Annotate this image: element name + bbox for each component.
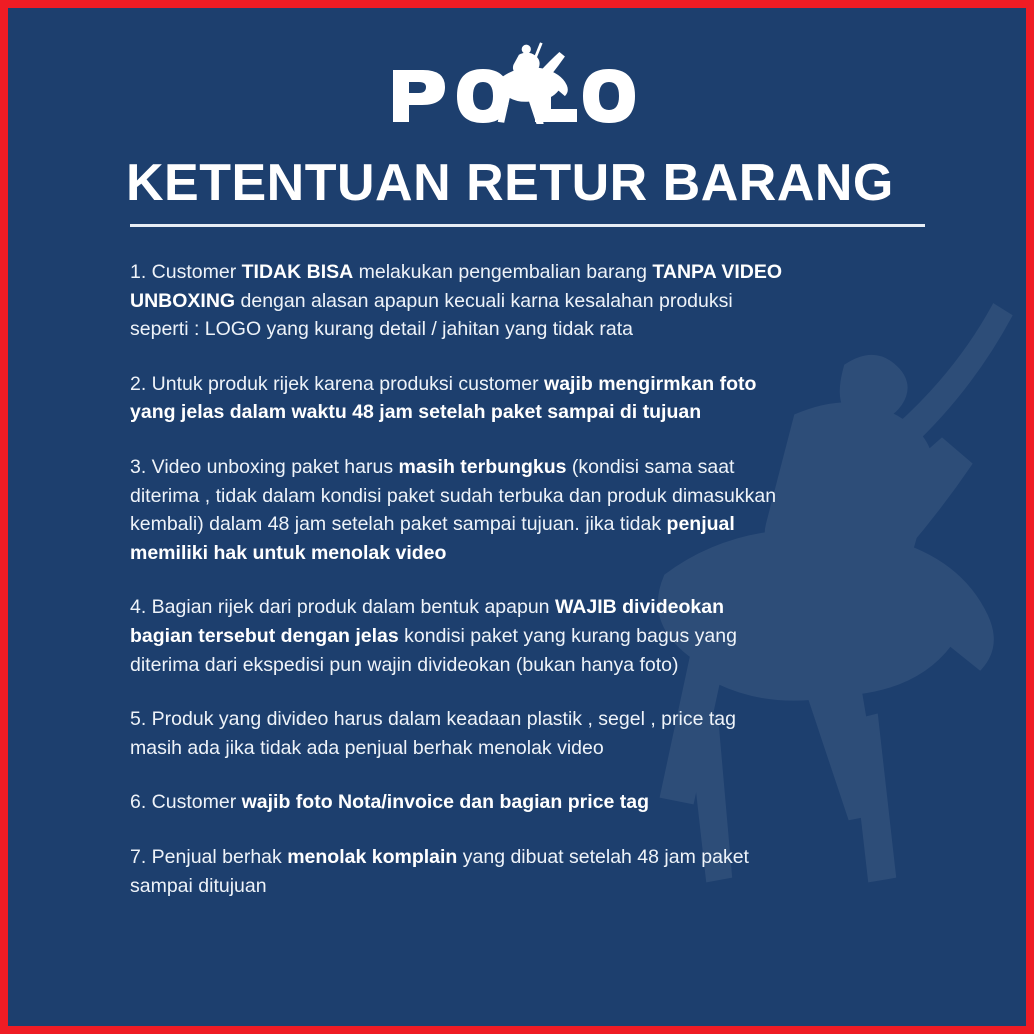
policy-clause (130, 370, 790, 427)
clause-text: kondisi paket yang kurang bagus yang diterima dari ekspedisi pun wajin divideokan (bukan hanya foto) (130, 624, 737, 676)
clause-text: (kondisi sama saat diterima , tidak dalam kondisi paket sudah terbuka dan produk dimasukkan kembali) dalam 48 jam setelah paket sampai tujuan. jika tidak (130, 455, 777, 536)
clause-text: 1. Customer (130, 261, 242, 283)
clause-emphasis: menolak komplain (287, 845, 458, 868)
policy-clause-list (130, 258, 790, 900)
clause-text: 2. Untuk produk rijek karena produksi customer (130, 372, 545, 395)
policy-clause (130, 788, 790, 817)
policy-clause (130, 843, 790, 900)
clause-text: yang dibuat setelah 48 jam paket sampai ditujuan (130, 845, 749, 897)
clause-emphasis: WAJIB divideokan bagian tersebut dengan jelas (130, 596, 724, 647)
clause-text: 4. Bagian rijek dari produk dalam bentuk apapun (130, 596, 555, 619)
page-title: KETENTUAN RETUR BARANG (126, 154, 894, 212)
clause-emphasis: TIDAK BISA (241, 261, 354, 283)
clause-text: dengan alasan apapun kecuali karna kesalahan produksi seperti : LOGO yang kurang detail / jahitan yang tidak rata (130, 289, 733, 341)
policy-clause (130, 593, 790, 679)
policy-clause (130, 705, 790, 762)
clause-text: 6. Customer (130, 791, 242, 814)
clause-text: 7. Penjual berhak (130, 845, 288, 868)
clause-text: 3. Video unboxing paket harus (130, 455, 399, 478)
policy-clause (130, 453, 790, 567)
clause-emphasis: masih terbungkus (398, 455, 567, 478)
clause-text: melakukan pengembalian barang (353, 261, 653, 283)
brand-logo (8, 42, 1026, 122)
clause-text: 5. Produk yang divideo harus dalam keadaan plastik , segel , price tag masih ada jika tidak ada penjual berhak menolak video (130, 708, 736, 759)
clause-emphasis: wajib mengirmkan foto yang jelas dalam waktu 48 jam setelah paket sampai di tujuan (130, 372, 757, 424)
policy-clause (130, 258, 790, 344)
clause-emphasis: TANPA VIDEO UNBOXING (130, 261, 783, 312)
title-divider (130, 224, 925, 227)
clause-emphasis: wajib foto Nota/invoice dan bagian price tag (241, 791, 650, 814)
clause-emphasis: penjual memiliki hak untuk menolak video (130, 513, 735, 564)
